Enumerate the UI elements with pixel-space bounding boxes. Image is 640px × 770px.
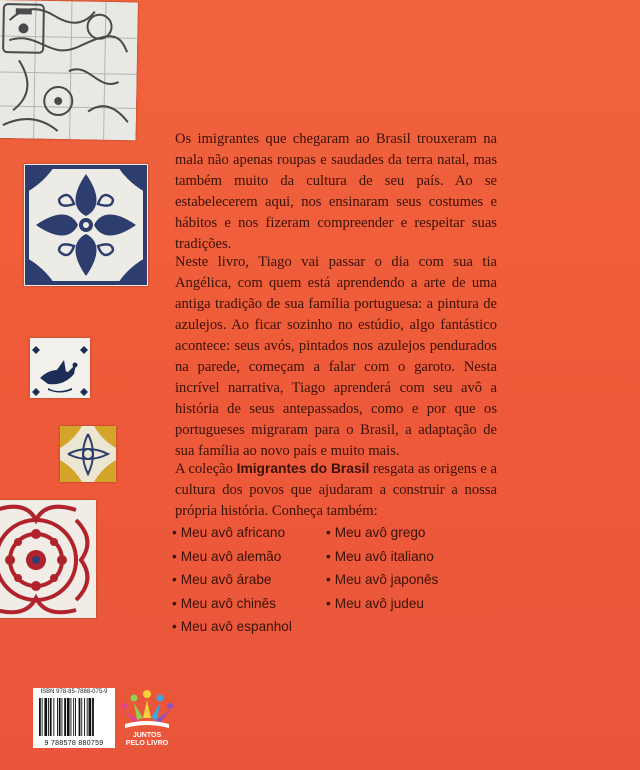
intro-paragraph: Os imigrantes que chegaram ao Brasil trouxeram na mala não apenas roupas e saudades da terra natal, mas também muito da cultura de seu país. Ao se estabelecerem aqui, nos ensinaram seus costumes e hábitos e nos fizeram compreender e respeitar suas tradições. [175, 131, 497, 252]
bird-tile-image [30, 338, 90, 398]
barcode [33, 688, 115, 748]
series-name: Imigrantes do Brasil [236, 461, 370, 476]
list-item: • Meu avô japonês [326, 572, 439, 588]
list-item: • Meu avô chinês [172, 595, 276, 611]
list-item: • Meu avô alemão [172, 548, 282, 564]
red-floral-tile-image [0, 500, 96, 618]
list-item: • Meu avô árabe [172, 572, 272, 588]
publisher-line2: PELO LIVRO [125, 740, 169, 747]
yellow-tile-image [60, 426, 116, 482]
publisher-line1: JUNTOS [132, 732, 162, 739]
collection-text-before: A coleção [175, 461, 237, 477]
list-item: • Meu avô judeu [326, 595, 424, 611]
collection-text-after: resgata as origens e a cultura dos povos que ajudaram a construir a nossa própria história. Conheça também: [175, 461, 498, 519]
list-item: • Meu avô grego [326, 525, 426, 540]
isbn-label: ISBN 978-85-7888-075-9 [40, 689, 108, 695]
series-titles-left [172, 521, 292, 639]
list-item: • Meu avô espanhol [172, 619, 292, 635]
gray-ornate-tile-image [0, 0, 138, 140]
publisher-name [118, 732, 176, 748]
series-titles-right [326, 521, 438, 615]
barcode-bars [39, 698, 109, 736]
isbn-digits: 9 788578 880759 [44, 740, 104, 747]
list-item: • Meu avô italiano [326, 548, 434, 564]
collection-paragraph [175, 458, 497, 522]
list-item: • Meu avô africano [172, 525, 286, 540]
blue-floral-tile-image [24, 164, 148, 286]
story-paragraph: Neste livro, Tiago vai passar o dia com sua tia Angélica, com quem está aprendendo a arte de uma antiga tradição de sua família portuguesa: a pintura de azulejos. Ao ficar sozinho no estúdio, algo fantástico acontece: seus avós, pintados nos azulejos pendurados na parede, começam a falar com o garoto. Nesta incrível narrativa, Tiago aprenderá com seu avô a história de seus antepassados, como e por que os portugueses migraram para o Brasil, a adaptação de sua família ao novo país e muito mais. [175, 254, 497, 459]
